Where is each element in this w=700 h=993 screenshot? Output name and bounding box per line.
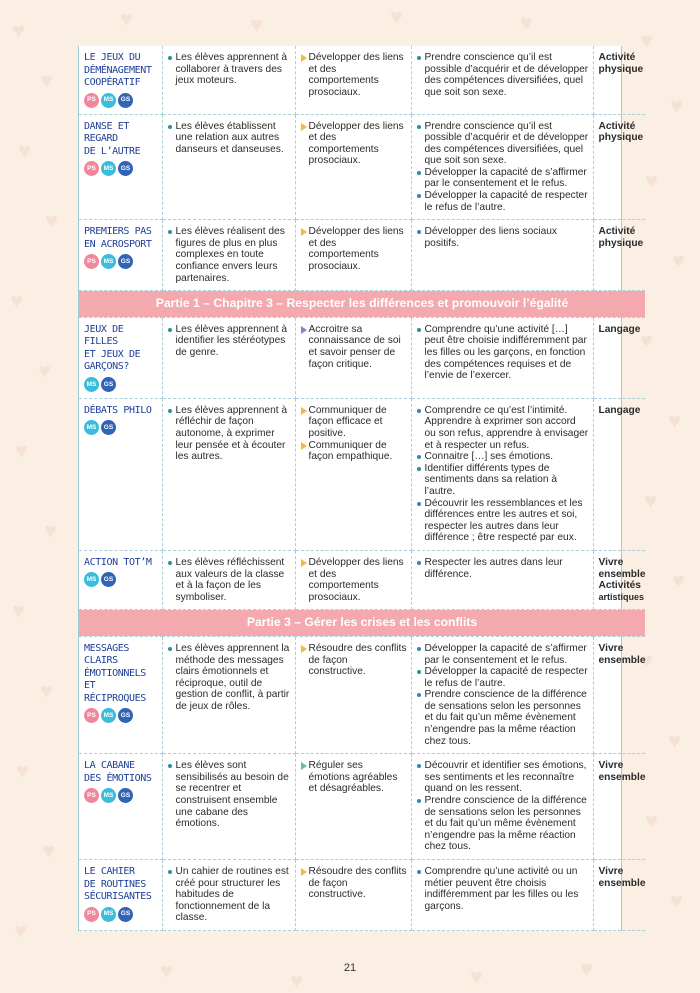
level-badge-gs: GS: [118, 907, 133, 922]
table-row: [79, 398, 645, 550]
bullet-list: [301, 760, 407, 795]
level-badge-ms: MS: [101, 161, 116, 176]
table-row: [79, 220, 645, 291]
heart-icon: ♥: [645, 168, 659, 193]
domain-cell: [593, 46, 645, 114]
section-header-row: [79, 610, 645, 637]
list-item: Développer la capacité de respecter le refus de l’autre.: [417, 190, 589, 213]
table-row: [79, 317, 645, 398]
list-item: Comprendre ce qu’est l’intimité. Apprendre à exprimer son accord ou son refus, apprendre à envisager et à respecter un refus.: [417, 405, 589, 451]
bullet-list: [168, 121, 291, 156]
list-item: Les élèves apprennent à collaborer à travers des jeux moteurs.: [168, 52, 291, 87]
bullet-list: [417, 643, 589, 747]
list-item: Prendre conscience qu’il est possible d’acquérir et de développer des compétences diversifiées, quel que soit son sexe.: [417, 121, 589, 167]
section-header-row: [79, 291, 645, 318]
level-badge-ms: MS: [101, 788, 116, 803]
activity-title-line: DÉBATS PHILO: [84, 404, 152, 416]
heart-icon: ♥: [250, 12, 264, 37]
domain-cell: [593, 860, 645, 931]
activity-title-line: LA CABANE: [84, 760, 135, 772]
skills-cell: [295, 754, 411, 860]
activity-title-line: SÉCURISANTES: [84, 891, 152, 902]
activity-title-line: LE CAHIER: [84, 866, 135, 877]
activity-title: [84, 405, 158, 418]
bullet-list: [417, 760, 589, 853]
activity-title-line: JEUX DE FILLES: [84, 323, 124, 348]
table-row: [79, 860, 645, 931]
heart-icon: ♥: [38, 358, 52, 383]
bullet-list: [301, 866, 407, 901]
level-badge-ps: PS: [84, 93, 99, 108]
domain-cell: [593, 636, 645, 753]
level-badge-ms: MS: [101, 907, 116, 922]
list-item: Les élèves apprennent à identifier les stéréotypes de genre.: [168, 324, 291, 359]
activity-title: [84, 557, 158, 570]
list-item: Les élèves apprennent la méthode des messages clairs émotionnels et réciproque, outil de gestion de conflit, à partir de jeux de rôles.: [168, 643, 291, 713]
level-badge-ps: PS: [84, 708, 99, 723]
level-badge-ps: PS: [84, 161, 99, 176]
activity-title-line: ÉMOTIONNELS: [84, 667, 146, 679]
bullet-list: [168, 643, 291, 713]
activity-title-line: DE L’AUTRE: [84, 145, 141, 157]
heart-icon: ♥: [670, 93, 684, 118]
activity-cell: [79, 114, 162, 220]
level-badge-gs: GS: [101, 377, 116, 392]
skills-cell: [295, 398, 411, 550]
list-item: Prendre conscience qu’il est possible d’acquérir et de développer des compétences diversifiées, quel que soit son sexe.: [417, 52, 589, 98]
bullet-list: [417, 121, 589, 214]
bullet-list: [168, 760, 291, 830]
description-cell: [162, 114, 295, 220]
activity-title: [84, 52, 158, 90]
domain-label: Vivre ensemble: [598, 556, 646, 580]
description-cell: [162, 636, 295, 753]
domain-cell: [593, 398, 645, 550]
skills-cell: [295, 46, 411, 114]
list-item: Les élèves réalisent des figures de plus en plus complexes en toute confiance envers leurs partenaires.: [168, 226, 291, 284]
level-badge-ps: PS: [84, 254, 99, 269]
list-item: Identifier différents types de sentiments dans sa relation à l’autre.: [417, 463, 589, 498]
list-item: Comprendre qu’une activité […] peut être choisie indifféremment par les filles ou les garçons, en fonction des compétences requises et de l’envie de l’exercer.: [417, 324, 589, 382]
level-badge-gs: GS: [118, 93, 133, 108]
level-badges: [84, 254, 158, 269]
bullet-list: [417, 405, 589, 544]
level-badges: [84, 907, 158, 922]
list-item: Communiquer de façon efficace et positive.: [301, 405, 407, 440]
activity-title-line: EN ACROSPORT: [84, 238, 152, 250]
bullet-list: [168, 52, 291, 87]
list-item: Prendre conscience de la différence de sensations selon les personnes et du fait qu’un même évènement n’engendre pas la même réaction chez tous.: [417, 795, 589, 853]
bullet-list: [301, 557, 407, 603]
description-cell: [162, 317, 295, 398]
objectives-cell: [411, 550, 593, 609]
heart-icon: ♥: [14, 918, 28, 943]
heart-icon: ♥: [672, 568, 686, 593]
domain-label: Activité physique: [598, 226, 644, 249]
level-badges: [84, 788, 158, 803]
list-item: Accroitre sa connaissance de soi et savoir penser de façon critique.: [301, 324, 407, 370]
list-item: Découvrir les ressemblances et les différences entre les autres et soi, respecter les autres dans leur différence ; être respecté par eux.: [417, 498, 589, 544]
skills-cell: [295, 550, 411, 609]
list-item: Un cahier de routines est créé pour structurer les habitudes de fonctionnement de la classe.: [168, 866, 291, 924]
activity-title-line: DÉMÉNAGEMENT: [84, 64, 152, 76]
level-badge-ms: MS: [101, 254, 116, 269]
domain-label: Activité physique: [598, 52, 644, 75]
bullet-list: [168, 405, 291, 463]
level-badges: [84, 708, 158, 723]
list-item: Comprendre qu’une activité ou un métier peuvent être choisis indifféremment par les filles ou les garçons.: [417, 866, 589, 912]
table-row: [79, 754, 645, 860]
activity-title-line: MESSAGES CLAIRS: [84, 642, 129, 667]
domain-cell: [593, 550, 645, 609]
activity-title: [84, 226, 158, 251]
list-item: Réguler ses émotions agréables et désagréables.: [301, 760, 407, 795]
list-item: Développer des liens et des comportements prosociaux.: [301, 121, 407, 167]
bullet-list: [168, 557, 291, 603]
heart-icon: ♥: [470, 964, 484, 989]
objectives-cell: [411, 754, 593, 860]
domain-cell: [593, 754, 645, 860]
activity-title-line: GARÇONS?: [84, 361, 129, 373]
description-cell: [162, 550, 295, 609]
table-row: [79, 46, 645, 114]
level-badge-ms: MS: [84, 420, 99, 435]
objectives-cell: [411, 46, 593, 114]
heart-icon: ♥: [12, 598, 26, 623]
activity-title: [84, 760, 158, 785]
objectives-cell: [411, 114, 593, 220]
list-item: Prendre conscience de la différence de sensations selon les personnes et du fait qu’un même évènement n’engendre pas la même réaction chez tous.: [417, 689, 589, 747]
bullet-list: [168, 866, 291, 924]
level-badge-gs: GS: [118, 161, 133, 176]
section-title: Partie 1 – Chapitre 3 – Respecter les différences et promouvoir l’égalité: [79, 291, 645, 318]
activity-cell: [79, 46, 162, 114]
list-item: Développer des liens et des comportements prosociaux.: [301, 226, 407, 272]
heart-icon: ♥: [40, 678, 54, 703]
bullet-list: [301, 121, 407, 167]
heart-icon: ♥: [640, 648, 654, 673]
bullet-list: [417, 557, 589, 580]
list-item: Connaitre […] ses émotions.: [417, 451, 589, 463]
list-item: Les élèves réfléchissent aux valeurs de la classe et à la façon de les symboliser.: [168, 557, 291, 603]
bullet-list: [417, 324, 589, 382]
heart-icon: ♥: [668, 728, 682, 753]
level-badge-ms: MS: [101, 93, 116, 108]
bullet-list: [417, 866, 589, 912]
list-item: Communiquer de façon empathique.: [301, 440, 407, 463]
table-row: [79, 550, 645, 609]
skills-cell: [295, 860, 411, 931]
description-cell: [162, 220, 295, 291]
activity-cell: [79, 860, 162, 931]
level-badge-ps: PS: [84, 788, 99, 803]
list-item: Respecter les autres dans leur différence.: [417, 557, 589, 580]
activity-title-line: COOPÉRATIF: [84, 77, 141, 88]
heart-icon: ♥: [42, 838, 56, 863]
domain-label: Vivre ensemble: [598, 760, 646, 783]
domain-cell: [593, 114, 645, 220]
activity-title-line: PREMIERS PAS: [84, 226, 152, 238]
heart-icon: ♥: [160, 958, 174, 983]
list-item: Résoudre des conflits de façon constructive.: [301, 866, 407, 901]
activity-title-line: ET JEUX DE: [84, 348, 141, 360]
objectives-cell: [411, 636, 593, 753]
bullet-list: [168, 324, 291, 359]
activity-title: [84, 643, 158, 706]
page-number: 21: [343, 962, 357, 974]
list-item: Développer des liens et des comportements prosociaux.: [301, 557, 407, 603]
heart-icon: ♥: [15, 438, 29, 463]
heart-icon: ♥: [390, 4, 404, 29]
level-badges: [84, 377, 158, 392]
heart-icon: ♥: [12, 18, 26, 43]
heart-icon: ♥: [668, 408, 682, 433]
description-cell: [162, 754, 295, 860]
section-title: Partie 3 – Gérer les crises et les conflits: [79, 610, 645, 637]
objectives-cell: [411, 398, 593, 550]
domain-cell: [593, 317, 645, 398]
bullet-list: [301, 324, 407, 370]
heart-icon: ♥: [580, 956, 594, 981]
skills-cell: [295, 636, 411, 753]
heart-icon: ♥: [18, 138, 32, 163]
activity-title-line: LE JEUX DU: [84, 52, 141, 63]
domain-cell: [593, 220, 645, 291]
description-cell: [162, 860, 295, 931]
level-badge-gs: GS: [101, 420, 116, 435]
bullet-list: [301, 643, 407, 678]
domain-label: artistiques: [598, 591, 645, 602]
domain-label: Langage: [598, 323, 641, 335]
heart-icon: ♥: [290, 968, 304, 993]
list-item: Les élèves apprennent à réfléchir de façon autonome, à exprimer leur pensée et à écouter les autres.: [168, 405, 291, 463]
activity-title: [84, 121, 158, 159]
activity-cell: [79, 317, 162, 398]
level-badge-ms: MS: [101, 708, 116, 723]
bullet-list: [301, 52, 407, 98]
skills-cell: [295, 317, 411, 398]
list-item: Développer la capacité de s’affirmer par le consentement et le refus.: [417, 643, 589, 666]
activity-title: [84, 324, 158, 374]
domain-label: Langage: [598, 404, 641, 416]
activity-cell: [79, 398, 162, 550]
level-badges: [84, 161, 158, 176]
activity-title-line: DES ÉMOTIONS: [84, 772, 152, 784]
level-badge-gs: GS: [118, 708, 133, 723]
list-item: Les élèves sont sensibilisés au besoin de se recentrer et construisent ensemble une cabane des émotions.: [168, 760, 291, 830]
heart-icon: ♥: [45, 208, 59, 233]
domain-label: Activités: [598, 580, 641, 592]
level-badge-gs: GS: [118, 788, 133, 803]
bullet-list: [417, 52, 589, 98]
description-cell: [162, 46, 295, 114]
activity-cell: [79, 754, 162, 860]
heart-icon: ♥: [10, 288, 24, 313]
bullet-list: [301, 405, 407, 463]
heart-icon: ♥: [520, 10, 534, 35]
activity-title-line: DE ROUTINES: [84, 878, 146, 890]
activity-title: [84, 866, 158, 904]
domain-label: Vivre ensemble: [598, 866, 646, 889]
bullet-list: [417, 226, 589, 249]
level-badges: [84, 572, 158, 587]
table-row: [79, 636, 645, 753]
activity-table: [79, 46, 645, 931]
heart-icon: ♥: [640, 28, 654, 53]
objectives-cell: [411, 317, 593, 398]
bullet-list: [168, 226, 291, 284]
level-badge-ms: MS: [84, 377, 99, 392]
level-badge-ms: MS: [84, 572, 99, 587]
heart-icon: ♥: [120, 6, 134, 31]
heart-icon: ♥: [40, 68, 54, 93]
heart-icon: ♥: [16, 758, 30, 783]
bullet-list: [301, 226, 407, 272]
activity-table-sheet: [78, 46, 646, 931]
level-badges: [84, 93, 158, 108]
level-badge-gs: GS: [101, 572, 116, 587]
heart-icon: ♥: [44, 518, 58, 543]
list-item: Développer des liens sociaux positifs.: [417, 226, 589, 249]
domain-label: Activité physique: [598, 120, 644, 144]
list-item: Développer la capacité de respecter le refus de l’autre.: [417, 666, 589, 689]
activity-title-line: DANSE ET REGARD: [84, 120, 129, 144]
heart-icon: ♥: [670, 888, 684, 913]
level-badges: [84, 420, 158, 435]
level-badge-gs: GS: [118, 254, 133, 269]
level-badge-ps: PS: [84, 907, 99, 922]
description-cell: [162, 398, 295, 550]
objectives-cell: [411, 860, 593, 931]
heart-icon: ♥: [644, 488, 658, 513]
domain-label: Vivre ensemble: [598, 642, 646, 666]
activity-title-line: ACTION TOT’M: [84, 556, 152, 568]
list-item: Résoudre des conflits de façon constructive.: [301, 643, 407, 678]
list-item: Développer la capacité de s’affirmer par le consentement et le refus.: [417, 167, 589, 190]
activity-cell: [79, 636, 162, 753]
list-item: Les élèves établissent une relation aux autres danseurs et danseuses.: [168, 121, 291, 156]
skills-cell: [295, 114, 411, 220]
list-item: Découvrir et identifier ses émotions, ses sentiments et les reconnaître quand on les ressent.: [417, 760, 589, 795]
table-row: [79, 114, 645, 220]
activity-title-line: ET RÉCIPROQUES: [84, 680, 146, 704]
heart-icon: ♥: [640, 328, 654, 353]
activity-cell: [79, 220, 162, 291]
heart-icon: ♥: [672, 248, 686, 273]
heart-icon: ♥: [645, 808, 659, 833]
activity-cell: [79, 550, 162, 609]
objectives-cell: [411, 220, 593, 291]
skills-cell: [295, 220, 411, 291]
list-item: Développer des liens et des comportements prosociaux.: [301, 52, 407, 98]
